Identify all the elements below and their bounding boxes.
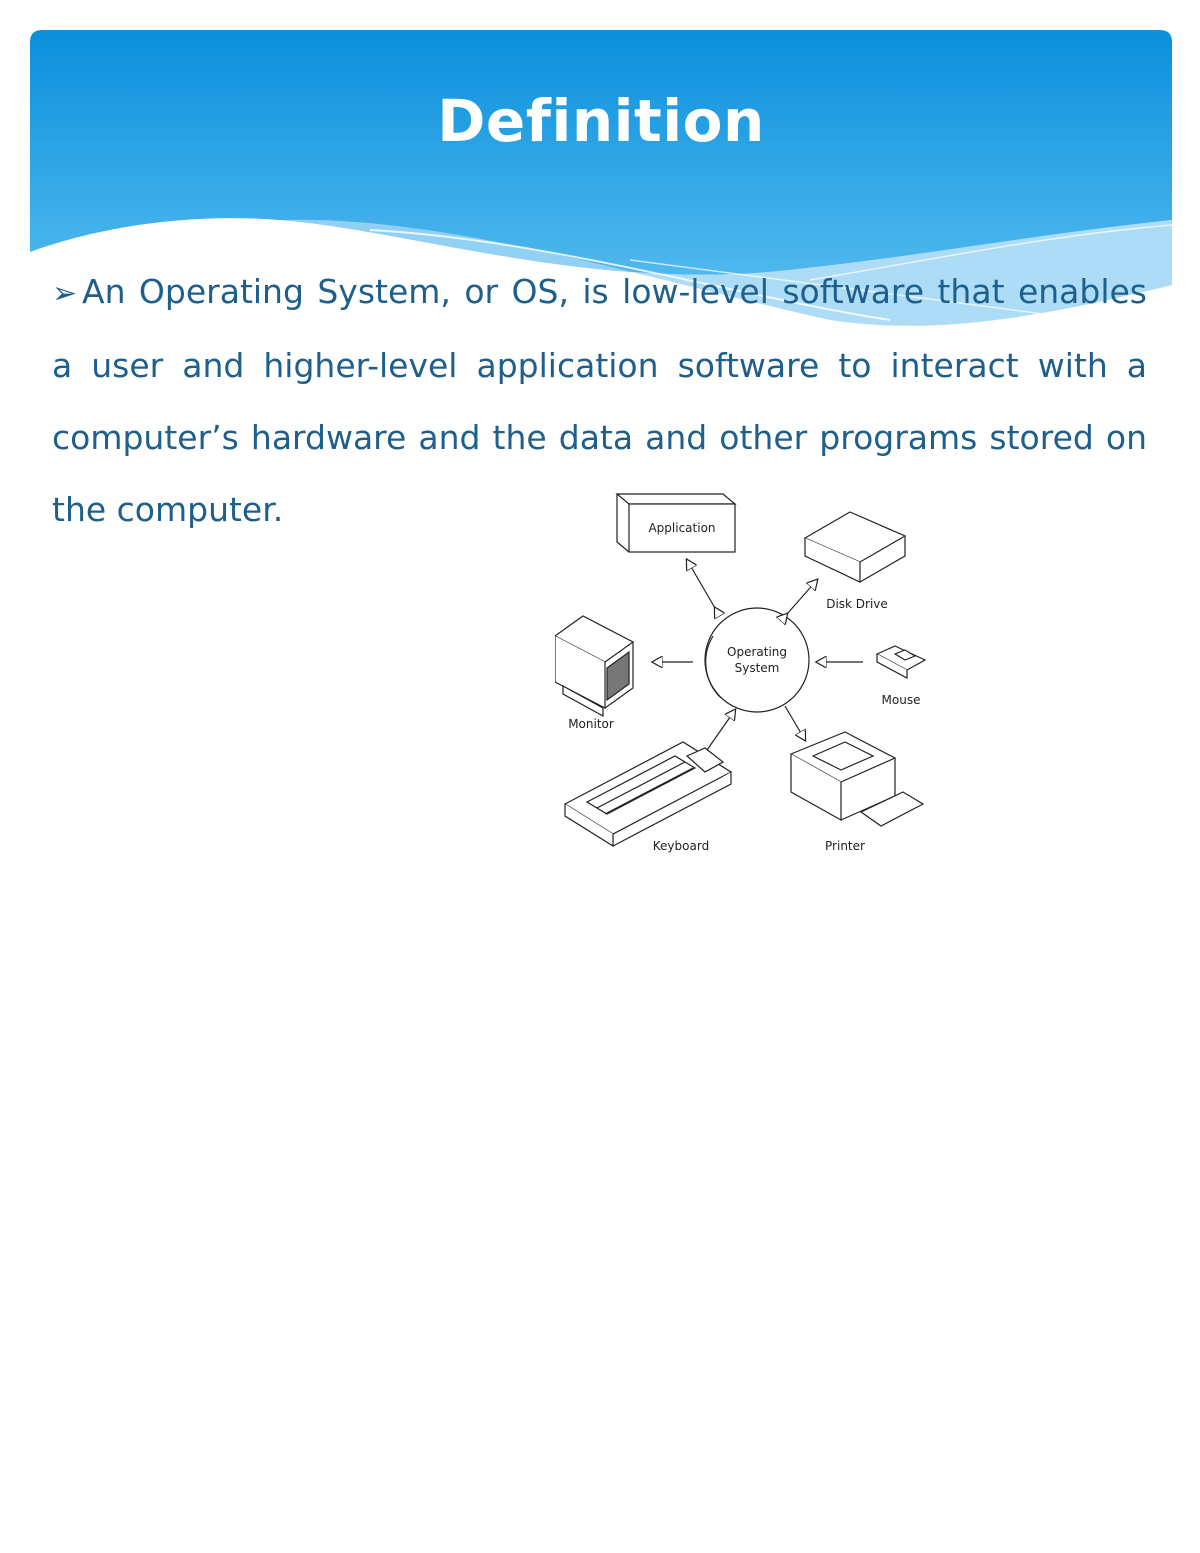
os-circle-node (705, 608, 809, 712)
disk-drive-node (805, 512, 905, 611)
os-diagram (555, 486, 945, 858)
printer-label: Printer (825, 839, 865, 853)
mouse-node (877, 646, 925, 707)
os-label-line1: Operating (727, 645, 787, 659)
monitor-node (555, 616, 633, 731)
arrow-application (687, 560, 715, 608)
application-label: Application (648, 521, 716, 535)
slide-title: Definition (437, 87, 765, 155)
keyboard-label: Keyboard (652, 839, 710, 853)
application-node (617, 494, 735, 552)
arrow-printer (785, 706, 805, 740)
arrow-bullet-icon: ➢ (52, 276, 78, 311)
os-label-line2: System (734, 661, 780, 675)
mouse-label: Mouse (881, 693, 921, 707)
definition-text: An Operating System, or OS, is low-level software that enables a user and higher-level application software to interact with a computer’s hardware and the data and other programs stored on the computer. (52, 272, 1147, 529)
arrow-disk-drive (787, 580, 817, 614)
printer-node (791, 732, 923, 853)
disk-drive-label: Disk Drive (826, 597, 888, 611)
arrow-keyboard (707, 710, 735, 750)
monitor-label: Monitor (568, 717, 614, 731)
keyboard-node (565, 742, 731, 853)
